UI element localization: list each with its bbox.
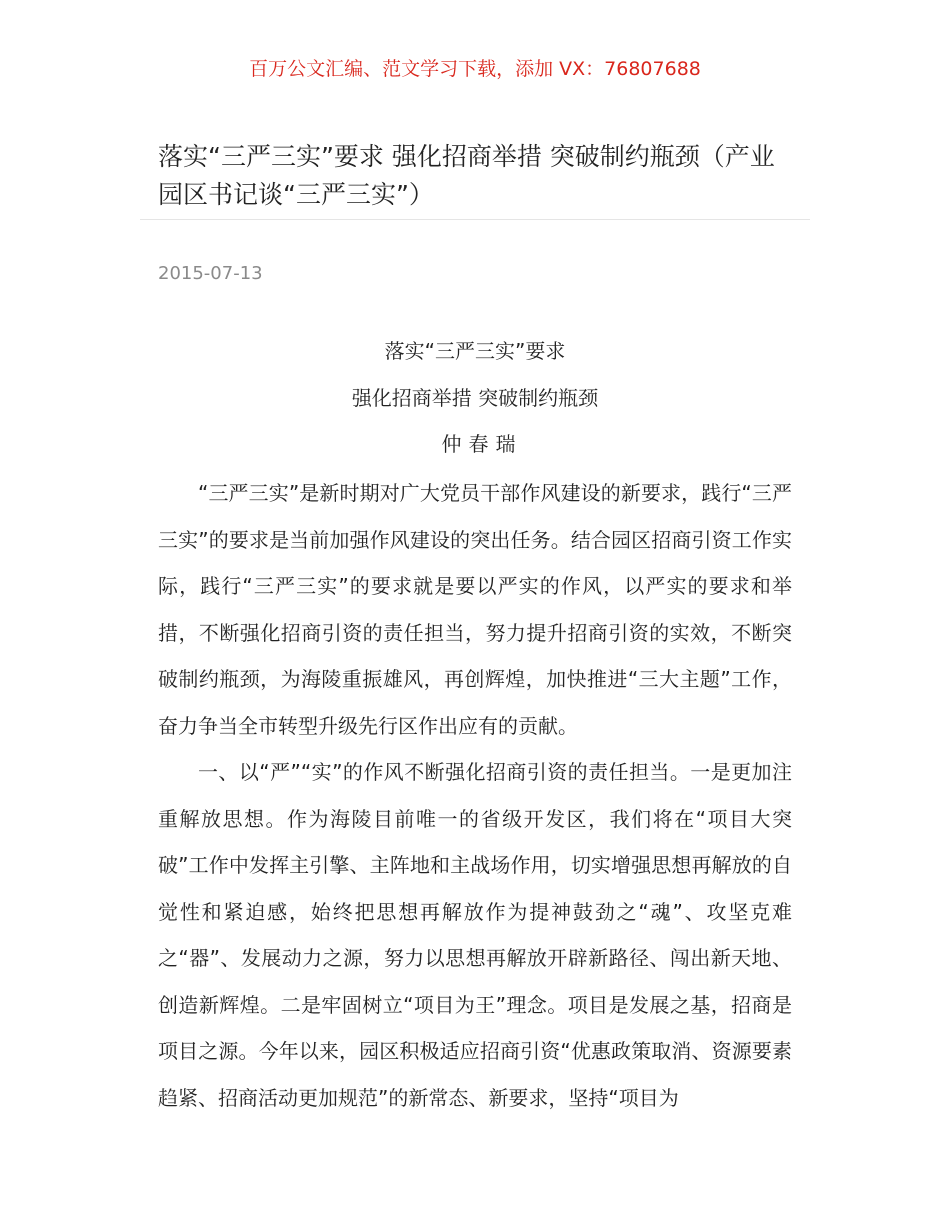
title-divider xyxy=(140,219,810,220)
subtitle-line-1: 落实“三严三实”要求 xyxy=(384,339,566,363)
body-paragraph: 一、以“严”“实”的作风不断强化招商引资的责任担当。一是更加注重解放思想。作为海陵目前唯一的省级开发区，我们将在“项目大突破”工作中发挥主引擎、主阵地和主战场作用，切实增强思想再解放的自觉性和紧迫感，始终把思想再解放作为提神鼓劲之“魂”、攻坚克难之“器”、发展动力之源，努力以思想再解放开辟新路径、闯出新天地、创造新辉煌。二是牢固树立“项目为王”理念。项目是发展之基，招商是项目之源。今年以来，园区积极适应招商引资“优惠政策取消、资源要素趋紧、招商活动更加规范”的新常态、新要求，坚持“项目为 xyxy=(158,760,792,1110)
publish-date: 2015-07-13 xyxy=(158,263,263,284)
article-title: 落实“三严三实”要求 强化招商举措 突破制约瓶颈（产业园区书记谈“三严三实”） xyxy=(158,142,775,209)
promo-banner: 百万公文汇编、范文学习下载，添加 VX：76807688 xyxy=(249,58,701,80)
article-body xyxy=(158,470,792,1121)
subtitle-line-2: 强化招商举措 突破制约瓶颈 xyxy=(351,386,599,410)
author-name: 仲春瑞 xyxy=(441,432,523,456)
body-paragraph: “三严三实”是新时期对广大党员干部作风建设的新要求，践行“三严三实”的要求是当前加强作风建设的突出任务。结合园区招商引资工作实际，践行“三严三实”的要求就是要以严实的作风，以严实的要求和举措，不断强化招商引资的责任担当，努力提升招商引资的实效，不断突破制约瓶颈，为海陵重振雄风，再创辉煌，加快推进“三大主题”工作，奋力争当全市转型升级先行区作出应有的贡献。 xyxy=(158,481,792,738)
